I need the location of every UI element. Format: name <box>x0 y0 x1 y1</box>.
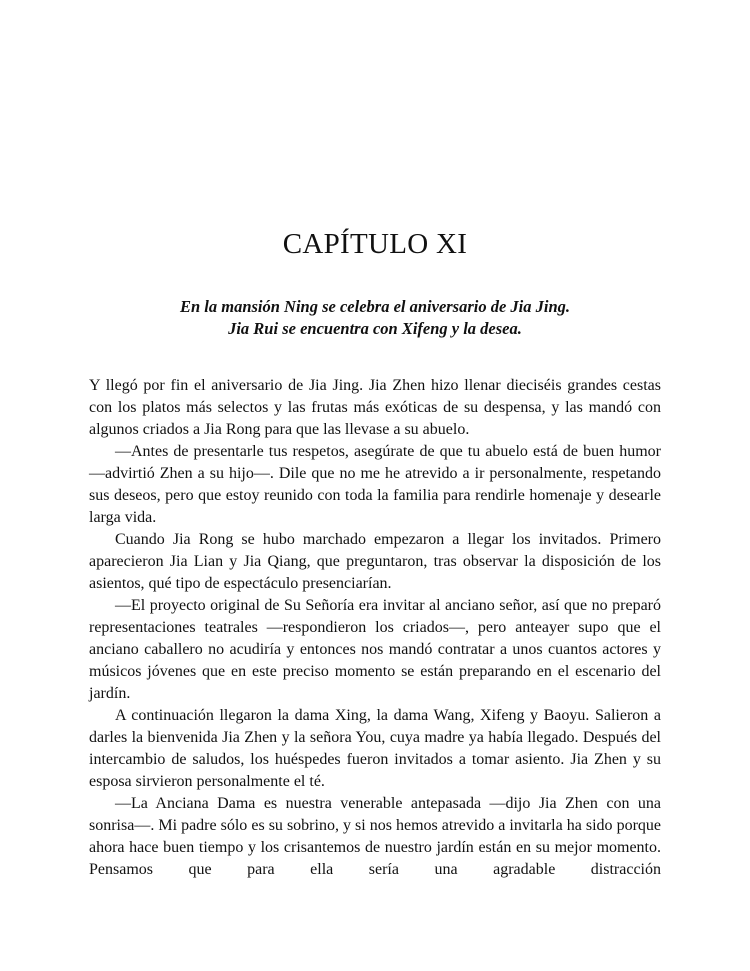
paragraph: —Antes de presentarle tus respetos, asegúrate de que tu abuelo está de buen humor —advirtió Zhen a su hijo—. Dile que no me he atrevido a ir personalmente, respetando sus deseos, pero que estoy reunido con toda la familia para rendirle homenaje y desearle larga vida. <box>89 443 661 526</box>
paragraph: —El proyecto original de Su Señoría era invitar al anciano señor, así que no preparó representaciones teatrales —respondieron los criados—, pero anteayer supo que el anciano caballero no acudiría y entonces nos mandó contratar a unos cuantos actores y músicos jóvenes que en este preciso momento se están preparando en el escenario del jardín. <box>89 597 661 702</box>
paragraph: Y llegó por fin el aniversario de Jia Jing. Jia Zhen hizo llenar dieciséis grandes cestas con los platos más selectos y las frutas más exóticas de su despensa, y las mandó con algunos criados a Jia Rong para que las llevase a su abuelo. <box>89 377 661 438</box>
paragraph: —La Anciana Dama es nuestra venerable antepasada —dijo Jia Zhen con una sonrisa—. Mi padre sólo es su sobrino, y si nos hemos atrevido a invitarla ha sido porque ahora hace buen tiempo y los crisantemos de nuestro jardín están en su mejor momento. Pensamos que para ella sería una agradable distracción <box>89 795 661 878</box>
chapter-body <box>89 375 661 881</box>
subtitle-line: En la mansión Ning se celebra el aniversario de Jia Jing. <box>179 297 571 316</box>
paragraph: A continuación llegaron la dama Xing, la dama Wang, Xifeng y Baoyu. Salieron a darles la bienvenida Jia Zhen y la señora You, cuya madre ya había llegado. Después del intercambio de saludos, los huéspedes fueron invitados a tomar asiento. Jia Zhen y su esposa sirvieron personalmente el té. <box>89 707 661 790</box>
subtitle-line: Jia Rui se encuentra con Xifeng y la desea. <box>228 319 522 338</box>
chapter-title: CAPÍTULO XI <box>282 228 468 260</box>
chapter-subtitle <box>0 296 750 340</box>
paragraph: Cuando Jia Rong se hubo marchado empezaron a llegar los invitados. Primero aparecieron Jia Lian y Jia Qiang, que preguntaron, tras observar la disposición de los asientos, qué tipo de espectáculo presenciarían. <box>89 531 661 592</box>
